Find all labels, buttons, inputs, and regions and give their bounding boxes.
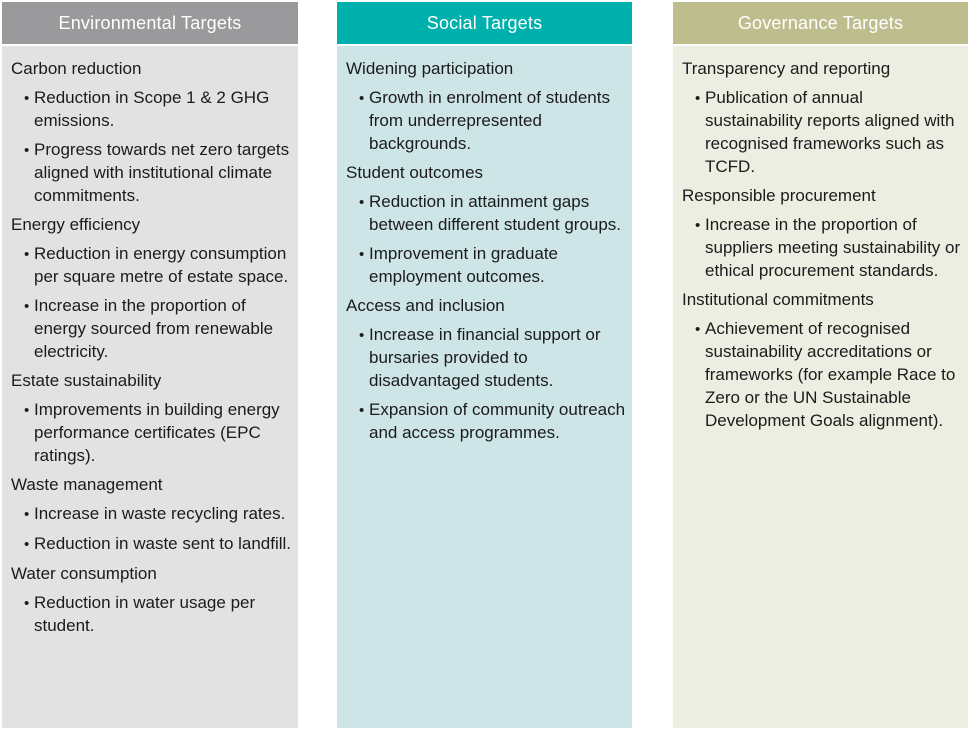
bullet-item — [359, 242, 627, 288]
bullet-icon — [24, 532, 34, 556]
bullet-icon — [24, 138, 34, 207]
bullet-item — [359, 323, 627, 392]
bullet-item — [24, 242, 293, 288]
section-title: Student outcomes — [346, 163, 484, 182]
bullet-item — [359, 398, 627, 444]
bullet-icon — [24, 398, 34, 467]
section-student-outcomes — [345, 161, 627, 288]
bullet-item — [359, 86, 627, 155]
governance-header — [673, 2, 968, 44]
section-title: Institutional commitments — [682, 290, 874, 309]
section-estate-sustainability — [10, 369, 293, 467]
section-title: Waste management — [11, 475, 163, 494]
bullet-text: Increase in the proportion of suppliers meeting sustainability or ethical procurement standards. — [705, 215, 961, 280]
bullet-icon — [24, 502, 34, 526]
bullet-text: Reduction in waste sent to landfill. — [34, 534, 292, 553]
section-responsible-procurement — [681, 184, 963, 282]
bullet-text: Growth in enrolment of students from underrepresented backgrounds. — [369, 88, 610, 153]
bullet-text: Publication of annual sustainability reports aligned with recognised frameworks such as TCFD. — [705, 88, 955, 176]
section-title: Access and inclusion — [346, 296, 505, 315]
section-transparency-and-reporting — [681, 57, 963, 178]
bullet-item — [359, 190, 627, 236]
section-title: Widening participation — [346, 59, 514, 78]
bullet-item — [24, 86, 293, 132]
environmental-body — [2, 46, 298, 728]
social-header — [337, 2, 632, 44]
bullet-icon — [695, 317, 705, 432]
bullet-icon — [24, 242, 34, 288]
environmental-header-label: Environmental Targets — [58, 12, 242, 33]
environmental-header — [2, 2, 298, 44]
bullet-item — [24, 398, 293, 467]
bullet-text: Reduction in energy consumption per square metre of estate space. — [34, 244, 289, 286]
section-access-and-inclusion — [345, 294, 627, 444]
bullet-item — [24, 532, 293, 556]
section-energy-efficiency — [10, 213, 293, 363]
section-title: Estate sustainability — [11, 371, 162, 390]
bullet-icon — [24, 294, 34, 363]
governance-column — [673, 2, 968, 728]
bullet-text: Progress towards net zero targets aligned with institutional climate commitments. — [34, 140, 290, 205]
bullet-text: Increase in the proportion of energy sourced from renewable electricity. — [34, 296, 274, 361]
social-column — [337, 2, 632, 728]
bullet-text: Improvements in building energy performance certificates (EPC ratings). — [34, 400, 280, 465]
governance-body — [673, 46, 968, 728]
bullet-icon — [24, 591, 34, 637]
section-title: Carbon reduction — [11, 59, 142, 78]
bullet-text: Increase in waste recycling rates. — [34, 504, 286, 523]
section-title: Responsible procurement — [682, 186, 876, 205]
bullet-icon — [24, 86, 34, 132]
section-title: Transparency and reporting — [682, 59, 891, 78]
bullet-text: Expansion of community outreach and access programmes. — [369, 400, 626, 442]
bullet-item — [24, 502, 293, 526]
bullet-text: Increase in financial support or bursaries provided to disadvantaged students. — [369, 325, 601, 390]
bullet-text: Improvement in graduate employment outcomes. — [369, 244, 558, 286]
bullet-text: Reduction in water usage per student. — [34, 593, 256, 635]
environmental-column — [2, 2, 298, 728]
governance-header-label: Governance Targets — [737, 12, 904, 33]
bullet-text: Achievement of recognised sustainability accreditations or frameworks (for example Race to Zero or the UN Sustainable Development Goals alignment). — [705, 319, 956, 430]
bullet-icon — [359, 86, 369, 155]
bullet-item — [24, 591, 293, 637]
section-carbon-reduction — [10, 57, 293, 207]
section-waste-management — [10, 473, 293, 556]
bullet-icon — [359, 190, 369, 236]
bullet-item — [695, 213, 963, 282]
bullet-text: Reduction in Scope 1 & 2 GHG emissions. — [34, 88, 270, 130]
bullet-icon — [359, 242, 369, 288]
bullet-item — [24, 138, 293, 207]
section-widening-participation — [345, 57, 627, 155]
section-title: Energy efficiency — [11, 215, 141, 234]
bullet-icon — [359, 398, 369, 444]
section-title: Water consumption — [11, 564, 157, 583]
bullet-text: Reduction in attainment gaps between different student groups. — [369, 192, 622, 234]
section-water-consumption — [10, 562, 293, 637]
bullet-item — [24, 294, 293, 363]
bullet-item — [695, 317, 963, 432]
bullet-icon — [695, 86, 705, 178]
social-header-label: Social Targets — [426, 12, 543, 33]
social-body — [337, 46, 632, 728]
bullet-icon — [359, 323, 369, 392]
section-institutional-commitments — [681, 288, 963, 432]
bullet-icon — [695, 213, 705, 282]
bullet-item — [695, 86, 963, 178]
